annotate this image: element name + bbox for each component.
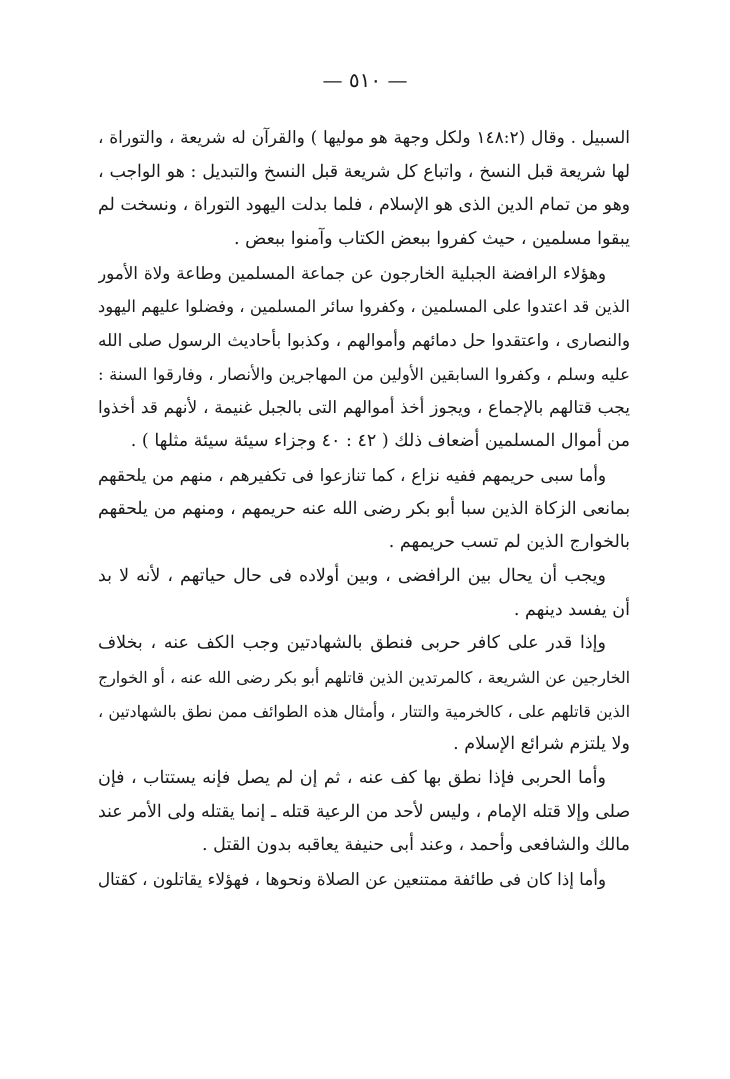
body-text [98,122,630,897]
text-line: وأما سبى حريمهم ففيه نزاع ، كما تنازعوا فى تكفيرهم ، منهم من يلحقهم [98,464,606,485]
text-line: ويجب أن يحال بين الرافضى ، وبين أولاده فى حال حياتهم ، لأنه لا بد [98,565,606,586]
text-line: وهؤلاء الرافضة الجبلية الخارجون عن جماعة المسلمين وطاعة ولاة الأمور [98,262,606,283]
text-line: صلى وإلا قتله الإمام ، وليس لأحد من الرعية قتله ـ إنما يقتله ولى الأمر عند [98,801,630,822]
text-line: وهو من تمام الدين الذى هو الإسلام ، فلما بدلت اليهود التوراة ، ونسخت لم [98,195,630,216]
text-line: الذين قاتلهم على ، كالخرمية والتتار ، وأمثال هذه الطوائف ممن نطق بالشهادتين ، [98,701,630,721]
text-line: من أموال المسلمين أضعاف ذلك ( ٤٢ : ٤٠ وجزاء سيئة سيئة مثلها ) . [130,431,630,452]
text-line: عليه وسلم ، وكفروا السابقين الأولين من المهاجرين والأنصار ، وفارقوا السنة : [98,364,630,384]
text-line: والنصارى ، واعتقدوا حل دمائهم وأموالهم ، وكذبوا بأحاديث الرسول صلى الله [98,330,630,351]
text-line: مالك والشافعى وأحمد ، وعند أبى حنيفة يعاقبه بدون القتل . [202,835,630,856]
text-line: أن يفسد دينهم . [513,599,630,620]
text-line: ولا يلتزم شرائع الإسلام . [453,734,630,755]
text-line: يبقوا مسلمين ، حيث كفروا ببعض الكتاب وآمنوا ببعض . [234,229,630,250]
text-line: وإذا قدر على كافر حربى فنطق بالشهادتين وجب الكف عنه ، بخلاف [98,633,606,654]
text-line: السبيل . وقال (١٤٨:٢ ولكل وجهة هو موليها ) والقرآن له شريعة ، والتوراة ، [98,128,630,148]
page-number: — ٥١٠ — [322,68,408,92]
text-line: وأما إذا كان فى طائفة ممتنعين عن الصلاة ونحوها ، فهؤلاء يقاتلون ، كقتال [98,869,606,890]
text-line: الخارجين عن الشريعة ، كالمرتدين الذين قاتلهم أبو بكر رضى الله عنه ، أو الخوارج [98,668,630,687]
text-line: بالخوارج الذين لم تسب حريمهم . [388,532,630,553]
text-line: وأما الحربى فإذا نطق بها كف عنه ، ثم إن لم يصل فإنه يستتاب ، فإن [98,768,606,789]
text-line: لها شريعة قبل النسخ ، واتباع كل شريعة قبل النسخ والتبديل : هو الواجب ، [98,161,630,182]
text-line: بمانعى الزكاة الذين سبا أبو بكر رضى الله عنه حريمهم ، ومنهم من يلحقهم [98,498,630,519]
text-line: يجب قتالهم بالإجماع ، ويجوز أخذ أموالهم التى بالجبل غنيمة ، لأنهم قد أخذوا [98,397,630,418]
text-line: الذين قد اعتدوا على المسلمين ، وكفروا سائر المسلمين ، وفضلوا عليهم اليهود [98,297,630,317]
